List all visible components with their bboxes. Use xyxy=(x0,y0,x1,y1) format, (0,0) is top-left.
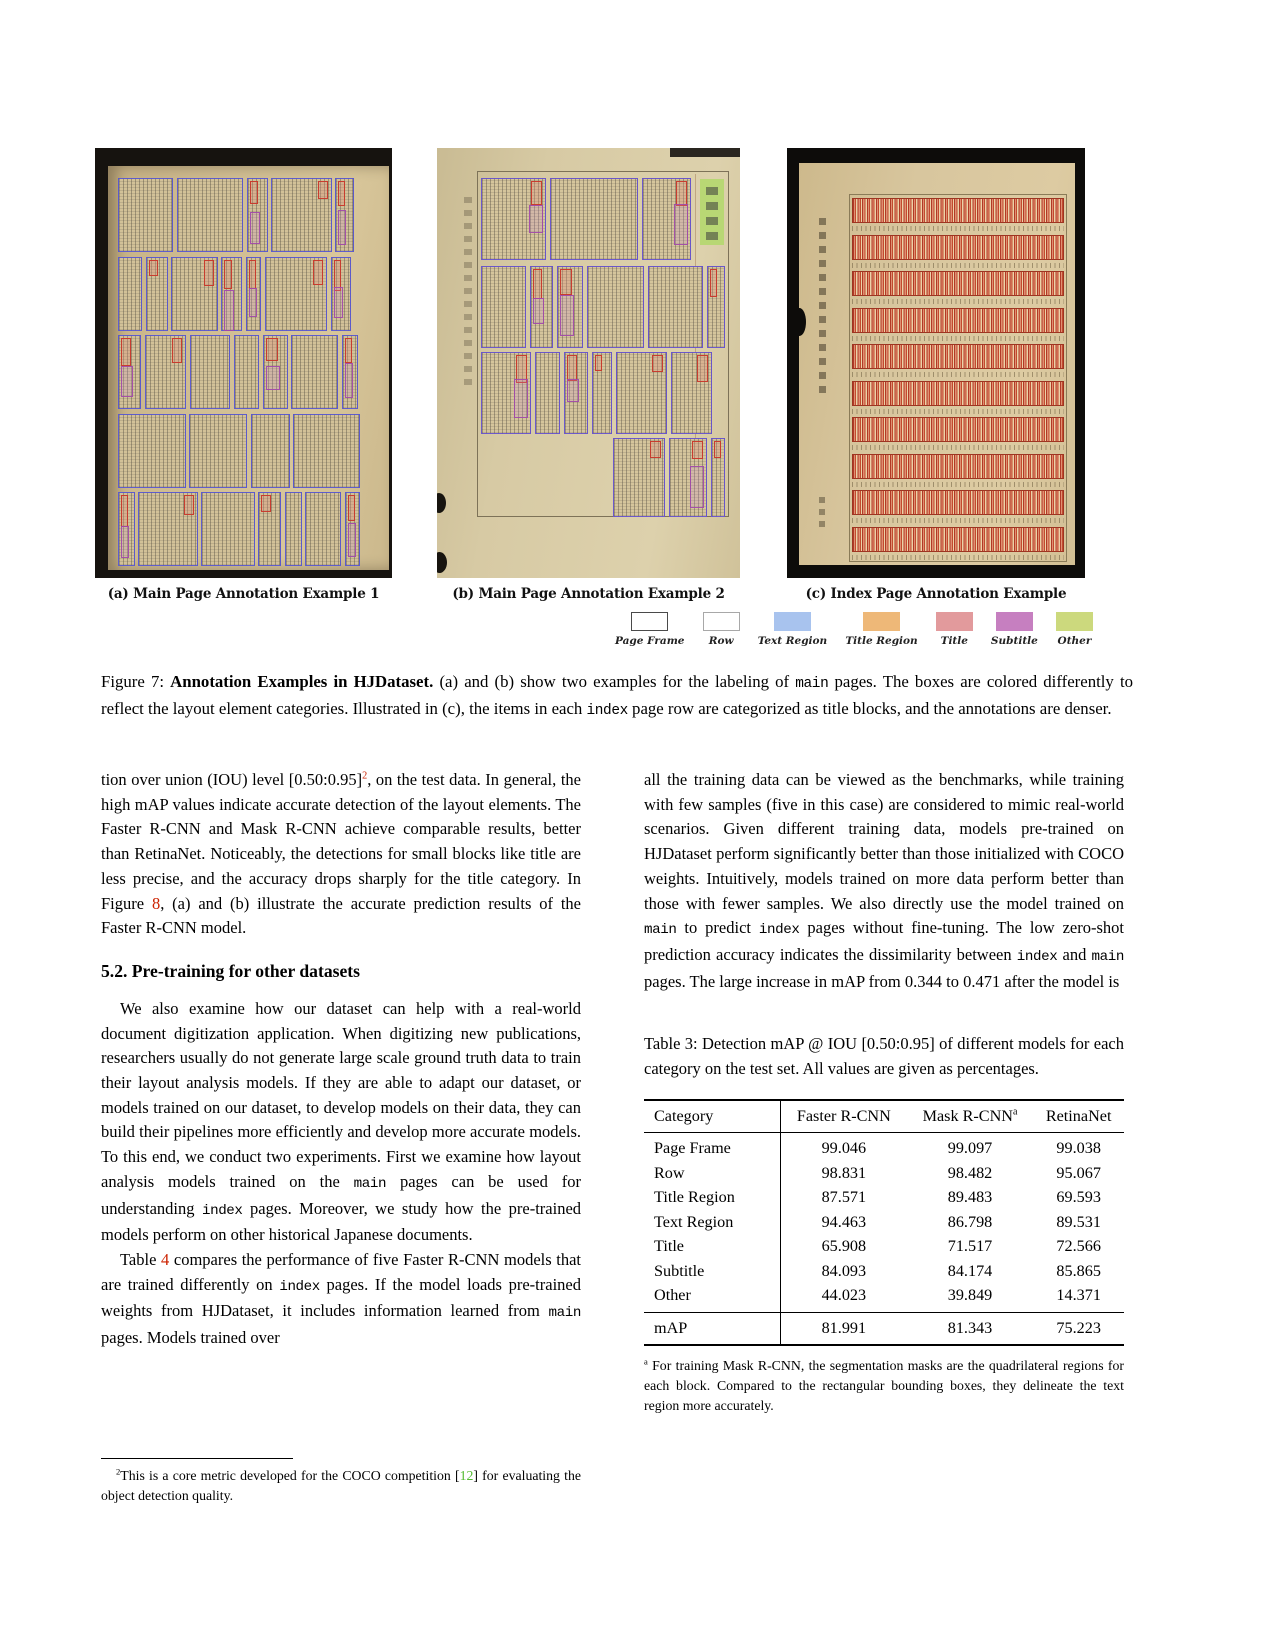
subtitle-annotation xyxy=(533,298,543,325)
subtitle-annotation xyxy=(121,526,129,558)
subtitle-annotation xyxy=(334,287,343,318)
footnote-2-text xyxy=(101,1466,581,1505)
subtitle-annotation xyxy=(690,466,704,508)
row-annotation xyxy=(345,492,360,566)
value-cell: 98.831 xyxy=(821,1163,867,1182)
legend-item-page-frame xyxy=(615,612,685,647)
title-annotation xyxy=(567,355,577,381)
row-annotation xyxy=(258,492,281,566)
value-cell: 94.463 xyxy=(821,1212,867,1231)
table-row xyxy=(644,1259,1124,1284)
title-row-annotations xyxy=(852,235,1064,260)
text-segment: This is a core metric developed for the COCO competition [ xyxy=(120,1468,460,1483)
text-segment: page row are categorized as title blocks, and the annotations are denser. xyxy=(627,698,1112,718)
row-annotation xyxy=(201,492,255,566)
page-scan xyxy=(799,163,1075,565)
text-segment: tion over union (IOU) level [0.50:0.95] xyxy=(101,770,363,789)
subtitle-annotation xyxy=(266,366,280,390)
value-cell: 85.865 xyxy=(1056,1261,1101,1280)
title-row-annotations xyxy=(852,454,1064,479)
column-header: Mask R-CNN$^a$ xyxy=(907,1100,1034,1133)
row-annotation xyxy=(669,438,707,517)
row-annotation xyxy=(271,178,332,252)
row-annotation xyxy=(263,335,288,409)
text-segment: ] for evaluating the object detection quality. xyxy=(101,1468,581,1503)
row-annotation xyxy=(265,257,327,331)
row-annotation xyxy=(648,266,703,348)
title-annotation xyxy=(249,260,256,289)
value-cell: 81.343 xyxy=(947,1318,993,1337)
text-segment: For training Mask R-CNN, the segmentation masks are the quadrilateral regions for each block. Compared to the rectangular bounding boxes, they delineate the text region more accurately. xyxy=(644,1358,1124,1413)
table-3-footnote xyxy=(644,1356,1124,1415)
row-annotation xyxy=(118,335,141,409)
table-row xyxy=(644,1161,1124,1186)
row-annotation xyxy=(221,257,242,331)
title-annotation xyxy=(313,260,323,285)
text-segment: Figure 7: xyxy=(101,672,171,691)
subtitle-annotation xyxy=(121,366,133,397)
figure-7c-annotated-scan xyxy=(787,148,1085,578)
margin-text xyxy=(819,218,826,393)
title-annotation xyxy=(595,355,602,371)
value-cell: 84.174 xyxy=(947,1261,993,1280)
text-segment: compares the performance of five Faster R-CNN models that are trained differently on xyxy=(101,1249,581,1294)
paragraph-table4-intro xyxy=(101,1248,581,1351)
subtitle-annotation xyxy=(560,295,574,336)
legend-label: Page Frame xyxy=(615,635,685,647)
legend-label: Title xyxy=(940,635,968,647)
legend-swatch xyxy=(936,612,973,631)
row-annotation xyxy=(550,178,638,260)
value-cell: 39.849 xyxy=(907,1284,1034,1313)
row-annotation xyxy=(138,492,198,566)
row-annotation xyxy=(342,335,358,409)
value-cell: 95.067 xyxy=(1056,1163,1101,1182)
text-segment: Annotation Examples in HJDataset. xyxy=(170,672,440,691)
value-cell: 75.223 xyxy=(1056,1318,1101,1337)
row-annotation xyxy=(145,335,187,409)
text-segment: a xyxy=(644,1356,648,1367)
value-cell: 44.023 xyxy=(781,1284,907,1313)
category-cell: Other xyxy=(644,1284,781,1313)
reference-link[interactable]: 2 xyxy=(362,770,368,782)
row-annotation xyxy=(711,438,725,517)
title-annotation xyxy=(710,269,717,297)
value-cell: 71.517 xyxy=(947,1237,993,1256)
row-ticks xyxy=(852,226,1064,231)
legend-item-text-region xyxy=(758,612,827,647)
row-annotation xyxy=(557,266,583,348)
header-glyphs xyxy=(706,184,718,240)
text-segment: 2 xyxy=(116,1466,121,1477)
legend-swatch xyxy=(774,612,811,631)
row-annotation xyxy=(189,414,247,488)
legend-item-subtitle xyxy=(991,612,1038,647)
title-annotation xyxy=(338,181,345,206)
subtitle-annotation xyxy=(345,363,353,398)
category-cell: Text Region xyxy=(644,1210,781,1235)
title-row-annotations xyxy=(852,308,1064,333)
figure-7b-annotated-scan xyxy=(437,148,740,578)
figure-7a xyxy=(95,148,392,602)
table-3 xyxy=(644,1099,1124,1347)
legend-swatch xyxy=(863,612,900,631)
row-annotation xyxy=(246,257,261,331)
text-segment: index xyxy=(758,922,800,939)
title-row-annotations xyxy=(852,381,1064,406)
table-footnote-marker: a xyxy=(1012,1106,1018,1118)
title-annotation xyxy=(318,181,328,199)
title-annotation xyxy=(714,441,721,458)
table-header-row xyxy=(644,1100,1124,1133)
subtitle-annotation xyxy=(529,205,543,233)
title-row-annotations xyxy=(852,271,1064,296)
row-ticks xyxy=(852,555,1064,560)
text-segment: all the training data can be viewed as the benchmarks, while training with few samples (five in this case) are considered to mimic real-world scenarios. Given different training data, models pre-trained on HJDataset perform significantly better than those initialized with COCO weights. Intuitively, models trained on more data perform better than those with fewer samples. We also directly use the model trained on xyxy=(644,770,1124,913)
binder-hole xyxy=(437,552,447,573)
text-segment: index xyxy=(279,1278,320,1295)
text-segment: index xyxy=(586,702,628,719)
row-annotation xyxy=(481,178,546,260)
row-annotation xyxy=(285,492,302,566)
title-row-annotations xyxy=(852,490,1064,515)
text-segment: index xyxy=(1016,948,1058,965)
title-annotation xyxy=(204,260,214,286)
title-annotation xyxy=(697,355,708,382)
row-annotation xyxy=(146,257,168,331)
binder-hole xyxy=(437,493,446,513)
title-annotation xyxy=(650,441,661,458)
column-header: Category xyxy=(644,1100,781,1133)
value-cell: 89.483 xyxy=(947,1188,993,1207)
page-scan xyxy=(108,166,389,570)
legend-label: Title Region xyxy=(845,635,918,647)
value-cell: 99.038 xyxy=(1056,1139,1101,1158)
value-cell: 99.097 xyxy=(947,1139,993,1158)
row-annotation xyxy=(291,335,338,409)
table-row xyxy=(644,1210,1124,1235)
table-row xyxy=(644,1186,1124,1211)
legend-swatch xyxy=(631,612,668,631)
title-annotation xyxy=(266,338,278,361)
row-annotation xyxy=(671,352,712,434)
text-segment: index xyxy=(201,1202,243,1219)
row-ticks xyxy=(852,482,1064,487)
title-annotation xyxy=(345,338,352,363)
legend-swatch xyxy=(703,612,740,631)
title-row-annotations xyxy=(852,417,1064,442)
title-row-annotations xyxy=(852,344,1064,369)
subtitle-annotation xyxy=(348,523,356,557)
legend-swatch xyxy=(996,612,1033,631)
row-ticks xyxy=(852,299,1064,304)
row-annotation xyxy=(616,352,667,434)
legend-item-row xyxy=(703,612,740,647)
text-segment: to predict xyxy=(676,918,759,938)
figure-7-legend xyxy=(615,612,1093,647)
title-annotation xyxy=(531,181,542,205)
title-annotation xyxy=(121,338,131,366)
text-segment: main xyxy=(353,1175,387,1192)
text-segment: (a) and (b) show two examples for the labeling of xyxy=(439,672,796,691)
text-segment: , on the test data. In general, the high mAP values indicate accurate detection of the layout elements. The Faster R-CNN and Mask R-CNN achieve comparable results, better than RetinaNet. Noticeably, the detections for small blocks like title are less precise, and the accuracy drops sharply for the title category. In Figure xyxy=(101,770,581,913)
table-row xyxy=(644,1235,1124,1260)
category-cell: Row xyxy=(644,1161,781,1186)
text-segment: pages. The boxes are colored differently to reflect the layout element categories. Illustrated in (c), the items in each xyxy=(101,672,1133,718)
margin-text xyxy=(464,190,472,385)
column-header: Faster R-CNN xyxy=(781,1100,907,1133)
right-column xyxy=(644,768,1124,1415)
text-segment: , (a) and (b) illustrate the accurate prediction results of the Faster R-CNN model. xyxy=(101,893,581,938)
value-cell: 89.531 xyxy=(1056,1212,1101,1231)
value-cell: 65.908 xyxy=(821,1237,867,1256)
reference-link[interactable]: 8 xyxy=(151,893,161,913)
value-cell: 99.046 xyxy=(821,1139,867,1158)
title-annotation xyxy=(676,181,687,206)
row-ticks xyxy=(852,372,1064,377)
category-cell: Page Frame xyxy=(644,1133,781,1162)
value-cell: 87.571 xyxy=(821,1188,867,1207)
text-segment: Table xyxy=(120,1249,162,1269)
reference-link[interactable]: 12 xyxy=(459,1468,474,1483)
text-segment: main xyxy=(548,1305,581,1322)
legend-label: Row xyxy=(708,635,734,647)
footnote-rule xyxy=(101,1458,293,1459)
column-header: RetinaNet xyxy=(1033,1100,1124,1133)
footnote-2 xyxy=(101,1458,581,1505)
row-annotation xyxy=(190,335,231,409)
row-annotation xyxy=(247,178,268,252)
title-annotation xyxy=(224,260,232,290)
row-annotation xyxy=(530,266,552,348)
title-annotation xyxy=(533,269,541,299)
row-annotation xyxy=(335,178,354,252)
text-segment: main xyxy=(644,922,677,939)
legend-label: Text Region xyxy=(757,635,828,647)
row-annotation xyxy=(592,352,611,434)
text-segment: pages without fine-tuning. The low zero-shot prediction accuracy indicates the dissimilarity between xyxy=(644,918,1124,964)
figure-7c xyxy=(787,148,1085,602)
category-cell: mAP xyxy=(644,1312,781,1345)
row-ticks xyxy=(852,445,1064,450)
subtitle-annotation xyxy=(250,212,260,244)
row-annotation xyxy=(331,257,351,331)
title-annotation xyxy=(172,338,182,363)
figure-7b xyxy=(437,148,740,602)
title-annotation xyxy=(560,269,572,295)
row-ticks xyxy=(852,263,1064,268)
table-row xyxy=(644,1133,1124,1162)
row-annotation xyxy=(118,257,142,331)
paragraph-benchmarks xyxy=(644,768,1124,994)
subtitle-annotation xyxy=(514,379,528,417)
row-annotation xyxy=(118,414,186,488)
title-annotation xyxy=(652,355,663,372)
category-cell: Title Region xyxy=(644,1186,781,1211)
subtitle-annotation xyxy=(567,379,579,402)
row-ticks xyxy=(852,336,1064,341)
text-segment: pages. Moreover, we study how the pre-trained models perform on other historical Japanese documents. xyxy=(101,1198,582,1245)
row-annotation xyxy=(118,178,173,252)
value-cell: 72.566 xyxy=(1056,1237,1101,1256)
figure-7b-caption: (b) Main Page Annotation Example 2 xyxy=(452,586,725,602)
legend-swatch xyxy=(1056,612,1093,631)
text-segment: main xyxy=(795,676,829,692)
row-annotation xyxy=(118,492,135,566)
title-annotation xyxy=(261,495,271,512)
subtitle-annotation xyxy=(224,290,234,330)
legend-item-title-region xyxy=(845,612,917,647)
value-cell: 81.991 xyxy=(821,1318,867,1337)
row-annotation xyxy=(587,266,644,348)
text-segment: main xyxy=(1091,948,1125,965)
category-cell: Title xyxy=(644,1235,781,1260)
row-annotation xyxy=(234,335,259,409)
text-segment: pages. If the model loads pre-trained weights from HJDataset, it includes information learned from xyxy=(101,1274,581,1321)
row-annotation xyxy=(305,492,341,566)
reference-link[interactable]: 4 xyxy=(161,1249,170,1269)
value-cell: 14.371 xyxy=(1033,1284,1124,1313)
legend-label: Subtitle xyxy=(990,635,1038,647)
text-segment: and xyxy=(1057,944,1092,964)
text-segment: pages. The large increase in mAP from 0.344 to 0.471 after the model is xyxy=(644,971,1120,991)
row-annotation xyxy=(171,257,218,331)
text-segment: pages can be used for understanding xyxy=(101,1171,581,1218)
margin-text xyxy=(819,493,825,527)
row-annotation xyxy=(707,266,725,348)
figure-7a-caption: (a) Main Page Annotation Example 1 xyxy=(107,586,380,602)
text-segment: We also examine how our dataset can help with a real-world document digitization application. When digitizing new publications, researchers usually do not generate large scale ground truth data to train their layout analysis models. If they are able to adapt our dataset, or models trained on our dataset, to develop models on their data, they can build their pipelines more efficiently and develop more accurate models. To this end, we conduct two experiments. First we examine how layout analysis models trained on the xyxy=(101,998,581,1191)
row-ticks xyxy=(852,518,1064,523)
value-cell: 86.798 xyxy=(947,1212,993,1231)
title-row-annotations xyxy=(852,198,1064,223)
row-annotation xyxy=(481,266,526,348)
title-annotation xyxy=(184,495,194,515)
row-annotation xyxy=(293,414,360,488)
row-annotation xyxy=(613,438,665,517)
legend-label: Other xyxy=(1057,635,1092,647)
row-ticks xyxy=(852,409,1064,414)
row-annotation xyxy=(535,352,560,434)
subtitle-annotation xyxy=(249,288,257,317)
title-annotation xyxy=(348,495,355,521)
row-annotation xyxy=(481,352,531,434)
table-3-caption: Table 3: Detection mAP @ IOU [0.50:0.95] of different models for each category on the test set. All values are given as percentages. xyxy=(644,1034,1124,1078)
legend-item-title xyxy=(936,612,973,647)
subtitle-annotation xyxy=(338,210,346,246)
row-annotation xyxy=(642,178,691,260)
value-cell: 84.093 xyxy=(821,1261,867,1280)
figure-7a-annotated-scan xyxy=(95,148,392,578)
figure-7-main-caption xyxy=(101,670,1133,724)
paragraph-iou-results xyxy=(101,768,581,941)
category-cell: Subtitle xyxy=(644,1259,781,1284)
title-row-annotations xyxy=(852,527,1064,552)
row-annotation xyxy=(251,414,290,488)
figure-7c-caption: (c) Index Page Annotation Example xyxy=(805,586,1067,602)
photo-edge xyxy=(670,148,740,157)
section-heading-5-2: 5.2. Pre-training for other datasets xyxy=(101,960,360,981)
table-summary-row xyxy=(644,1312,1124,1345)
title-annotation xyxy=(250,181,258,204)
left-column xyxy=(101,768,581,1505)
title-annotation xyxy=(692,441,703,459)
page-notch xyxy=(793,308,806,336)
row-annotation xyxy=(564,352,588,434)
table-row xyxy=(644,1284,1124,1313)
title-annotation xyxy=(121,495,128,527)
subtitle-annotation xyxy=(674,204,688,246)
title-annotation xyxy=(149,260,158,277)
value-cell: 98.482 xyxy=(947,1163,993,1182)
paragraph-pretraining-intro xyxy=(101,997,581,1248)
value-cell: 69.593 xyxy=(1056,1188,1101,1207)
text-segment: pages. Models trained over xyxy=(101,1328,280,1348)
legend-item-other xyxy=(1056,612,1093,647)
row-annotation xyxy=(177,178,244,252)
